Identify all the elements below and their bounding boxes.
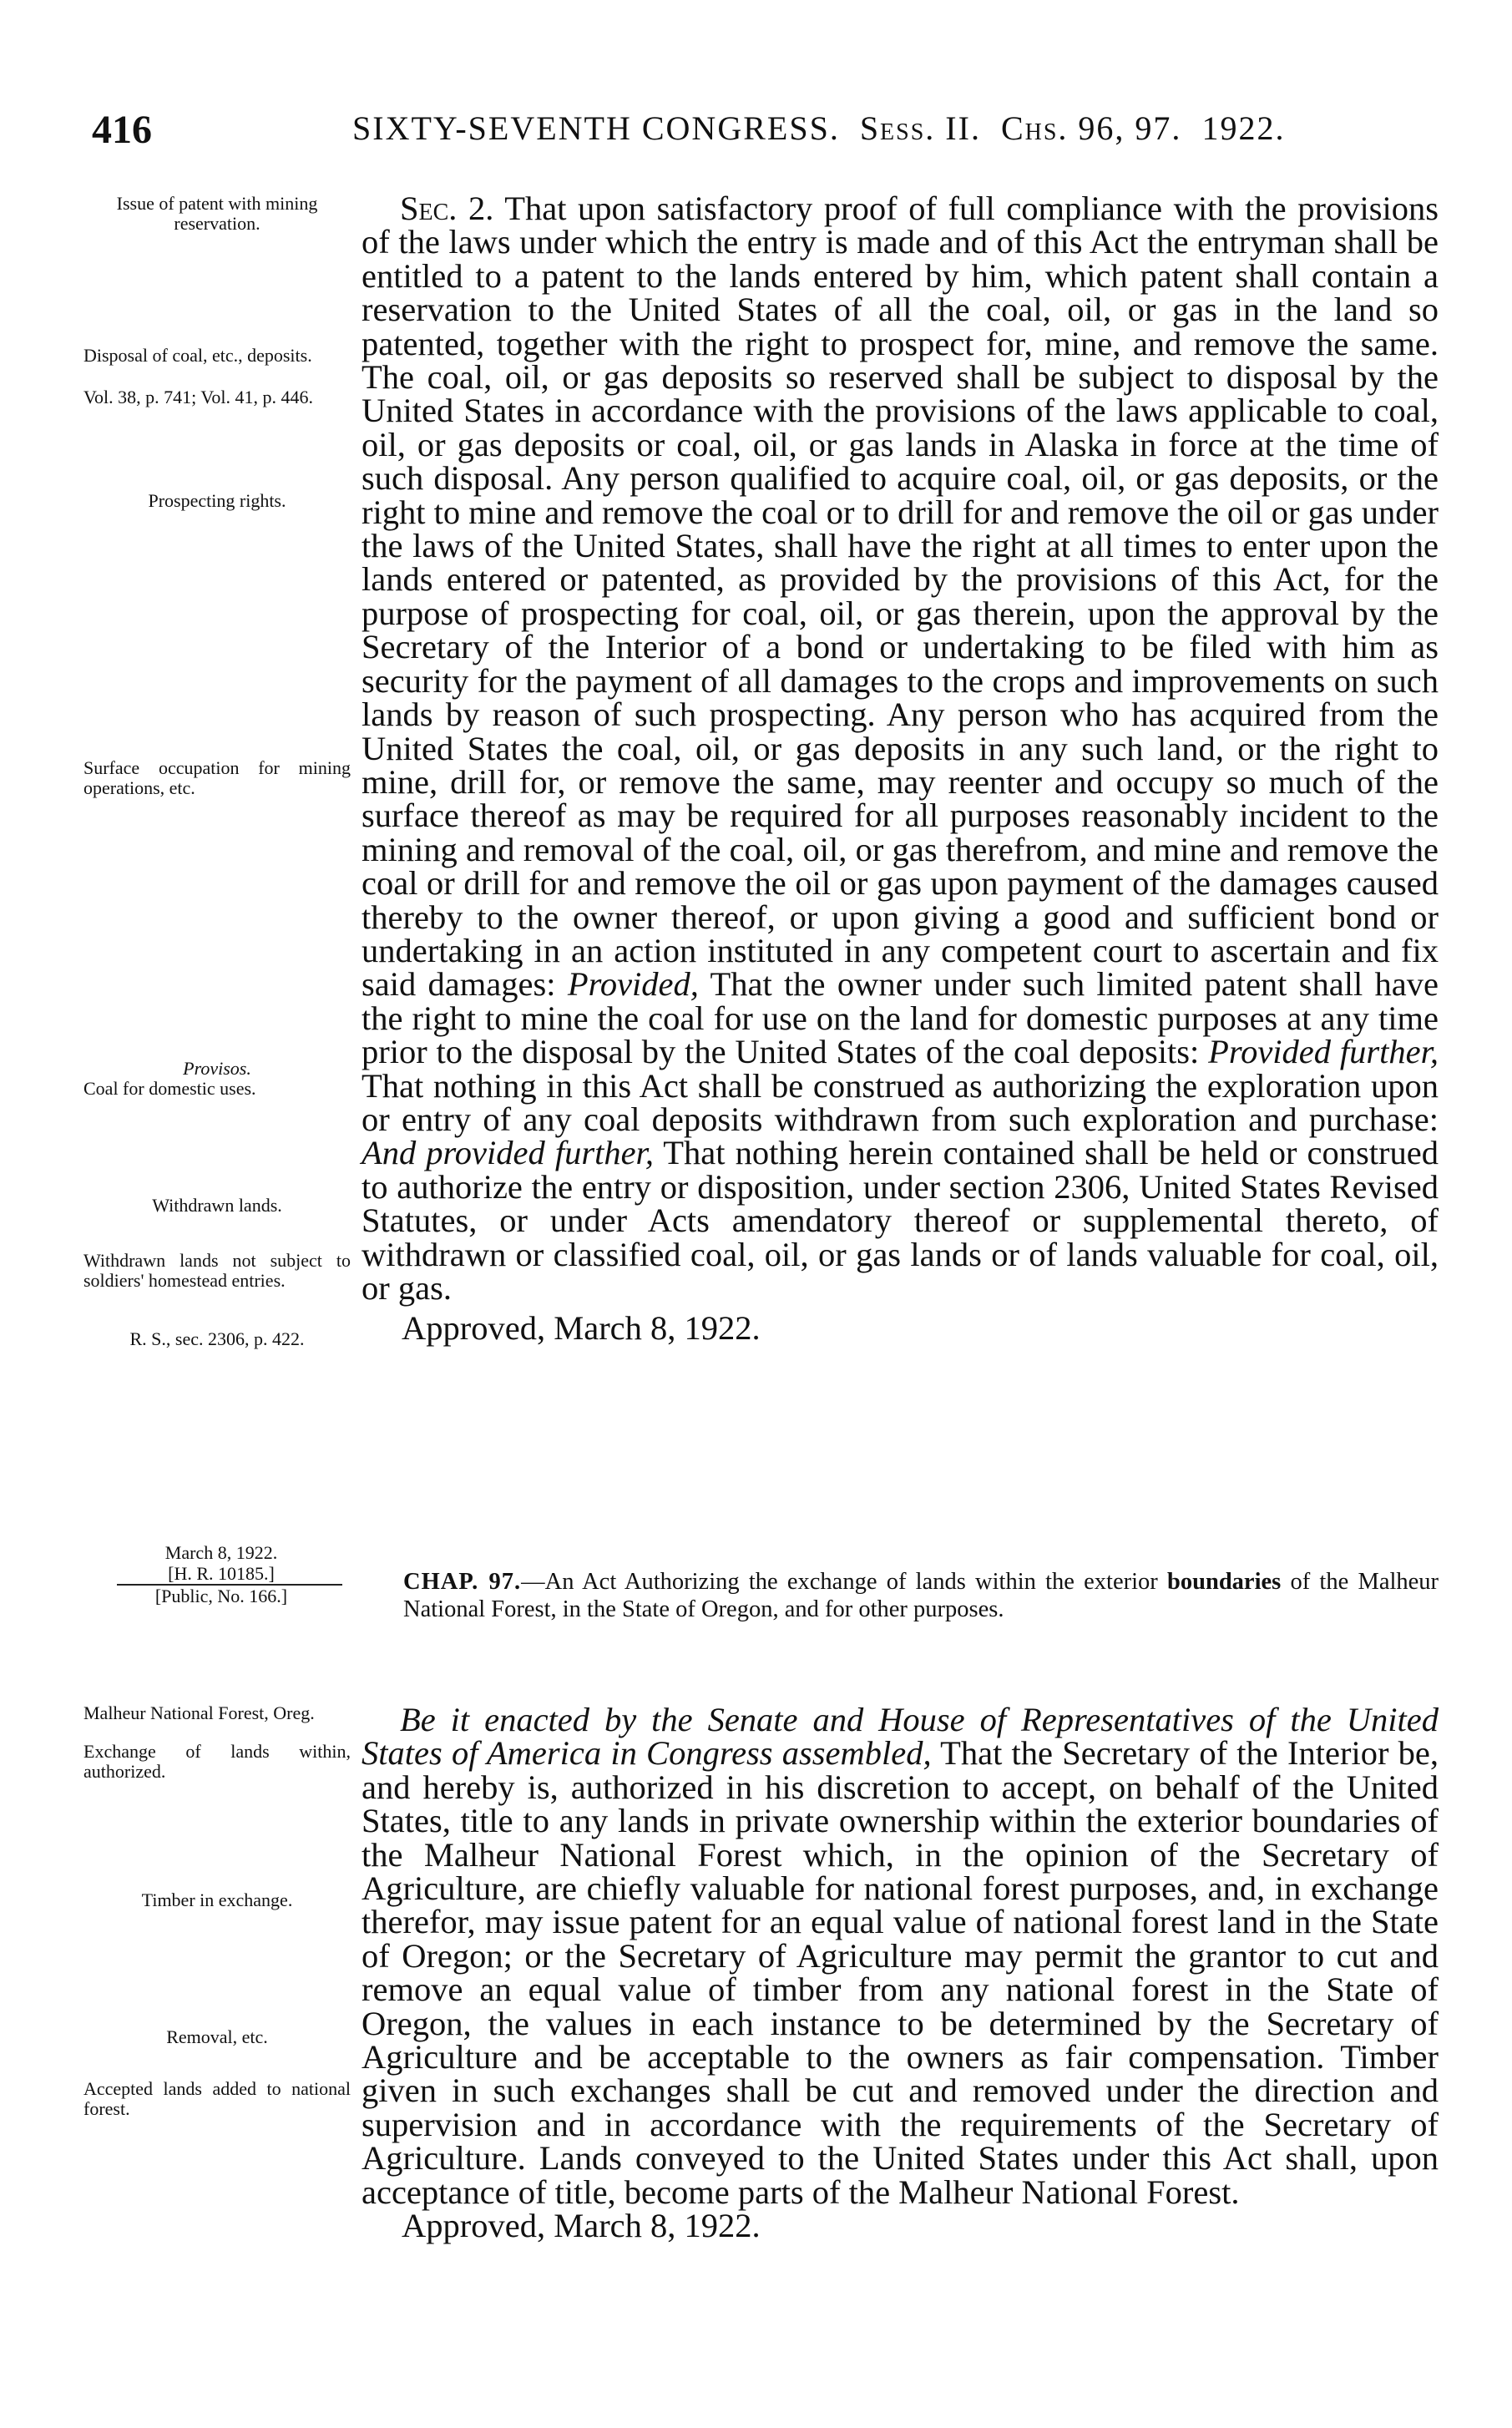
- chapter-97-heading-line: [362, 1568, 1439, 1623]
- margin-note-rs-ref: R. S., sec. 2306, p. 422.: [129, 1328, 305, 1349]
- congress-title: SIXTY-SEVENTH CONGRESS.: [352, 109, 840, 147]
- chapter-97-paragraph: [362, 1703, 1439, 2209]
- margin-note-vol-ref: Vol. 38, p. 741; Vol. 41, p. 446.: [83, 387, 314, 407]
- running-header: [92, 107, 1444, 157]
- proviso-1-label: Provided,: [567, 965, 699, 1004]
- chapter-97-citation: [117, 1542, 359, 1606]
- year-label: 1922.: [1201, 109, 1286, 147]
- proviso-2-text: That nothing in this Act shall be construed as authorizing the exploration upon or entry of any coal deposits withdrawn from such exploration and purchase:: [362, 1066, 1439, 1138]
- chapter-97-text: That the Secretary of the Interior be, and hereby is, authorized in his discretion to accept, on behalf of the United States, title to any lands in private ownership within the exterior boundaries of the Malheur National Forest which, in the opinion of the Secretary of Agriculture, are chiefly valuable for national forest purposes, and, in exchange therefor, may issue patent for an equal value of national forest land in the State of Oregon; or the Secretary of Agriculture may permit the grantor to cut and remove an equal value of timber from any national forest in the State of Oregon, the values in each instance to be determined by the Secretary of Agriculture and be acceptable to the owners as fair compensation. Timber given in such exchanges shall be cut and removed under the direction and supervision and in accordance with the requirements of the Secretary of Agriculture. Lands conveyed to the United States under this Act shall, upon acceptance of title, become parts of the Malheur National Forest.: [362, 1734, 1439, 2211]
- citation-date: March 8, 1922.: [164, 1542, 278, 1563]
- margin-note-removal: Removal, etc.: [166, 2026, 268, 2047]
- section-lead: Sec. 2.: [400, 190, 494, 227]
- margin-note-disposal: Disposal of coal, etc., deposits.: [83, 345, 312, 366]
- chapters-label: Chs. 96, 97.: [1000, 109, 1182, 147]
- chapter-97-title-bold: boundaries: [1167, 1569, 1282, 1595]
- chapter-97-title-pre: —An Act Authorizing the exchange of lands within the exterior: [521, 1569, 1158, 1595]
- chapter-97-title-post: of the Malheur National Forest, in the State of Oregon, and for other: [403, 1569, 1439, 1622]
- margin-note-withdrawn: Withdrawn lands.: [152, 1195, 282, 1216]
- proviso-1-text: That the owner under such limited patent shall have the right to mine the coal for use on the land for domestic purposes at any time prior to the disposal by the United States of the coal deposits:: [362, 965, 1439, 1071]
- citation-bill: [H. R. 10185.]: [168, 1563, 275, 1584]
- chapter-97-approved: Approved, March 8, 1922.: [402, 2207, 761, 2245]
- proviso-3-text: That nothing herein contained shall be held or construed to authorize the entry or disposition, under section 2306, United States Revised Statutes, or under Acts amendatory thereof or supplemental thereto, of withdrawn or classified coal, oil, or gas lands or of lands valuable for coal, oil, or gas.: [362, 1134, 1439, 1307]
- margin-note-domestic: Coal for domestic uses.: [83, 1078, 256, 1099]
- section-2-paragraph: [362, 192, 1439, 1305]
- margin-note-timber: Timber in exchange.: [141, 1889, 293, 1910]
- enacting-clause: Be it enacted by the Senate and House of Representatives of the United States of America in Congress assembled,: [362, 1701, 1439, 1773]
- citation-public: [Public, No. 166.]: [154, 1586, 288, 1606]
- section-2-body: [362, 192, 1439, 1346]
- margin-note-provisos: Provisos.: [183, 1058, 251, 1079]
- margin-note-prospecting: Prospecting rights.: [148, 490, 286, 511]
- proviso-2-label: Provided further,: [1208, 1033, 1439, 1071]
- running-title: [352, 109, 1285, 148]
- session-label: Sess. II.: [859, 109, 981, 147]
- chapter-97-title-end: purposes.: [913, 1596, 1004, 1622]
- margin-note-surface: Surface occupation for mining operations, etc.: [83, 757, 351, 798]
- margin-note-homestead: Withdrawn lands not subject to soldiers' homestead entries.: [83, 1250, 351, 1291]
- proviso-3-label: And provided further,: [362, 1134, 654, 1172]
- margin-note-patent: Issue of patent with mining reservation.: [116, 193, 318, 234]
- margin-note-malheur: Malheur National Forest, Oreg.: [83, 1702, 315, 1723]
- chapter-97-body: [362, 1703, 1439, 2243]
- section-2-approved: Approved, March 8, 1922.: [402, 1309, 761, 1348]
- margin-note-exchange: Exchange of lands within, authorized.: [83, 1741, 351, 1782]
- chapter-97-label: CHAP. 97.: [403, 1569, 522, 1595]
- margin-note-accepted: Accepted lands added to national forest.: [83, 2078, 351, 2119]
- page-number: 416: [92, 108, 152, 152]
- section-2-text: That upon satisfactory proof of full compliance with the provisions of the laws under which the entry is made and of this Act the entryman shall be entitled to a patent to the lands entered by him, which patent shall contain a reservation to the United States of all the coal, oil, or gas in the land so patented, together with the right to prospect for, mine, and remove the same. The coal, oil, or gas deposits so reserved shall be subject to disposal by the United States in accordance with the provisions of the laws applicable to coal, oil, or gas deposits or coal, oil, or gas lands in Alaska in force at the time of such disposal. Any person qualified to acquire coal, oil, or gas deposits, or the right to mine and remove the coal or to drill for and remove the oil or gas under the laws of the United States, shall have the right at all times to enter upon the lands entered or patented, as provided by the provisions of this Act, for the purpose of prospecting for coal, oil, or gas therein, upon the approval by the Secretary of the Interior of a bond or undertaking to be filed with him as security for the payment of all damages to the crops and improvements on such lands by reason of such prospecting. Any person who has acquired from the United States the coal, oil, or gas deposits in any such land, or the right to mine, drill for, or remove the same, may reenter and occupy so much of the surface thereof as may be required for all purposes reasonably incident to the mining and removal of the coal, oil, or gas therefrom, and mine and remove the coal or drill for and remove the oil or gas upon payment of the damages caused thereby to the owner thereof, or upon giving a good and sufficient bond or undertaking in an action instituted in any competent court to ascertain and fix said damages:: [362, 190, 1439, 1004]
- chapter-97-heading: [362, 1568, 1439, 1623]
